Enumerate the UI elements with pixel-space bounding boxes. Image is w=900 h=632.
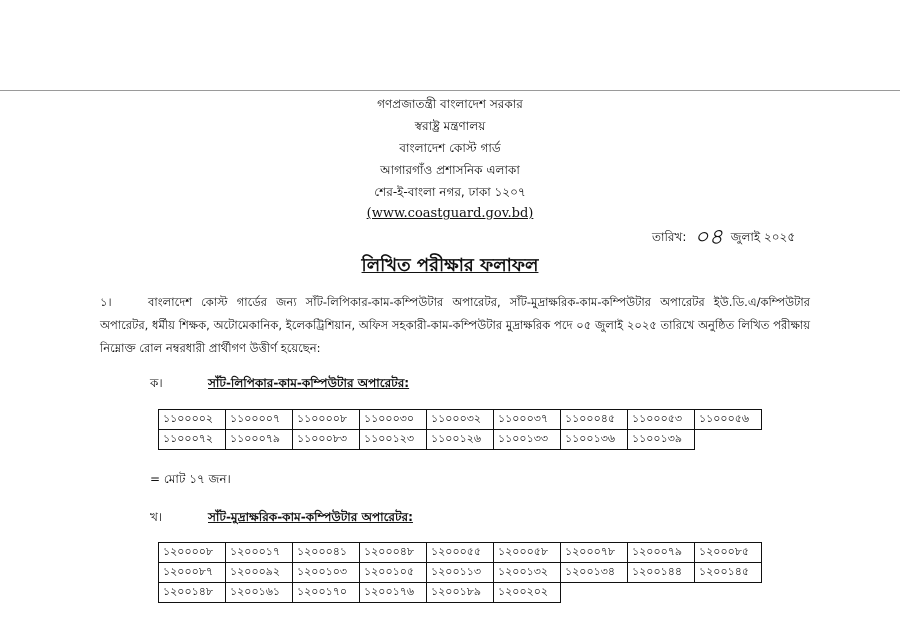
roll-number-cell: ১২০০১০৫ (360, 563, 427, 583)
roll-number-cell: ১১০০০৫৩ (628, 410, 695, 430)
letterhead-website[interactable]: (www.coastguard.gov.bd) (366, 206, 534, 221)
table-row (159, 583, 762, 603)
roll-number-cell: ১১০০১৩৬ (561, 430, 628, 450)
letterhead-area: আগারগাঁও প্রশাসনিক এলাকা (380, 163, 520, 177)
roll-number-cell: ১১০০০৩২ (427, 410, 494, 430)
intro-paragraph (100, 291, 810, 360)
roll-number-cell: ১২০০১৩৪ (561, 563, 628, 583)
roll-number-cell: ১২০০১৭০ (293, 583, 360, 603)
section-ka-total: = মোট ১৭ জন। (150, 472, 231, 486)
roll-number-cell: ১২০০০৫৫ (427, 543, 494, 563)
roll-number-cell: ১১০০০৭২ (159, 430, 226, 450)
roll-number-cell: ১২০০০৫৮ (494, 543, 561, 563)
roll-number-cell: ১১০০০০৭ (226, 410, 293, 430)
section-ka-index: ক। (150, 376, 163, 390)
roll-number-cell: ১২০০১৪৫ (695, 563, 762, 583)
empty-cell (561, 583, 628, 603)
roll-number-cell: ১২০০১৩২ (494, 563, 561, 583)
roll-number-cell: ১২০০০৮৫ (695, 543, 762, 563)
roll-number-cell: ১২০০১৪৮ (159, 583, 226, 603)
section-ka-label: সাঁট-লিপিকার-কাম-কম্পিউটার অপারেটর: (208, 376, 410, 390)
letterhead-address: শের-ই-বাংলা নগর, ঢাকা ১২০৭ (374, 185, 526, 199)
roll-number-cell: ১১০০১২৬ (427, 430, 494, 450)
roll-table-kha (158, 542, 762, 603)
table-row (159, 563, 762, 583)
letterhead-organization: বাংলাদেশ কোস্ট গার্ড (399, 141, 501, 155)
roll-number-cell: ১১০০১২৩ (360, 430, 427, 450)
section-kha-label: সাঁট-মুদ্রাক্ষরিক-কাম-কম্পিউটার অপারেটর: (208, 510, 413, 524)
section-kha-index: খ। (150, 510, 163, 524)
section-ka-heading (150, 375, 409, 395)
roll-number-cell: ১২০০০১৭ (226, 543, 293, 563)
empty-cell (628, 583, 695, 603)
roll-number-cell: ১১০০১৩৩ (494, 430, 561, 450)
roll-table-ka (158, 409, 762, 450)
roll-number-cell: ১২০০১৭৬ (360, 583, 427, 603)
roll-number-cell: ১১০০০৪৫ (561, 410, 628, 430)
letterhead-ministry: স্বরাষ্ট্র মন্ত্রণালয় (414, 119, 486, 133)
empty-cell (695, 583, 762, 603)
roll-number-cell: ১২০০০৭৯ (628, 543, 695, 563)
paragraph-text: বাংলাদেশ কোস্ট গার্ডের জন্য সাঁট-লিপিকার-কাম-কম্পিউটার অপারেটর, সাঁট-মুদ্রাক্ষরিক-কাম-কম্পিউটার অপারেটর ইউ.ডি.এ/কম্পিউটার অপারেটর, ধর্মীয় শিক্ষক, অটোমেকানিক, ইলেকট্রিশিয়ান, অফিস সহকারী-কাম-কম্পিউটার মুদ্রাক্ষরিক পদে ০৫ জুলাই ২০২৫ তারিখে অনুষ্ঠিত লিখিত পরীক্ষায় নিম্নোক্ত রোল নম্বরধারী প্রার্থীগণ উত্তীর্ণ হয়েছেন: (100, 295, 810, 355)
roll-number-cell: ১২০০০৮৭ (159, 563, 226, 583)
date-month-year: জুলাই ২০২৫ (730, 230, 796, 244)
empty-cell (695, 430, 762, 450)
letterhead (300, 93, 600, 225)
roll-number-cell: ১১০০০৫৬ (695, 410, 762, 430)
table-row (159, 430, 762, 450)
roll-number-cell: ১২০০০৭৮ (561, 543, 628, 563)
roll-number-cell: ১১০০১৩৯ (628, 430, 695, 450)
roll-number-cell: ১২০০০০৮ (159, 543, 226, 563)
roll-number-cell: ১১০০০৭৯ (226, 430, 293, 450)
roll-number-cell: ১১০০০৩৭ (494, 410, 561, 430)
roll-number-cell: ১২০০০৪৮ (360, 543, 427, 563)
roll-number-cell: ১১০০০০২ (159, 410, 226, 430)
letterhead-government: গণপ্রজাতন্ত্রী বাংলাদেশ সরকার (377, 97, 523, 111)
page-title: লিখিত পরীক্ষার ফলাফল (361, 255, 539, 276)
document-page (0, 91, 900, 632)
date-label: তারিখ: (652, 230, 687, 244)
roll-number-cell: ১১০০০০৮ (293, 410, 360, 430)
roll-number-cell: ১২০০১৪৪ (628, 563, 695, 583)
roll-number-cell: ১২০০০৪১ (293, 543, 360, 563)
roll-number-cell: ১১০০০৮৩ (293, 430, 360, 450)
table-row (159, 410, 762, 430)
roll-number-cell: ১২০০২০২ (494, 583, 561, 603)
roll-number-cell: ১২০০১১৩ (427, 563, 494, 583)
roll-number-cell: ১২০০০৯২ (226, 563, 293, 583)
date-handwritten-day: ০৪ (694, 225, 723, 250)
roll-number-cell: ১২০০১৮৯ (427, 583, 494, 603)
table-row (159, 543, 762, 563)
viewer-top-strip (0, 0, 900, 91)
section-kha-heading (150, 509, 413, 529)
date-line (652, 217, 795, 254)
roll-number-cell: ১২০০১০৩ (293, 563, 360, 583)
roll-number-cell: ১১০০০৩০ (360, 410, 427, 430)
paragraph-number: ১। (100, 295, 112, 309)
roll-number-cell: ১২০০১৬১ (226, 583, 293, 603)
